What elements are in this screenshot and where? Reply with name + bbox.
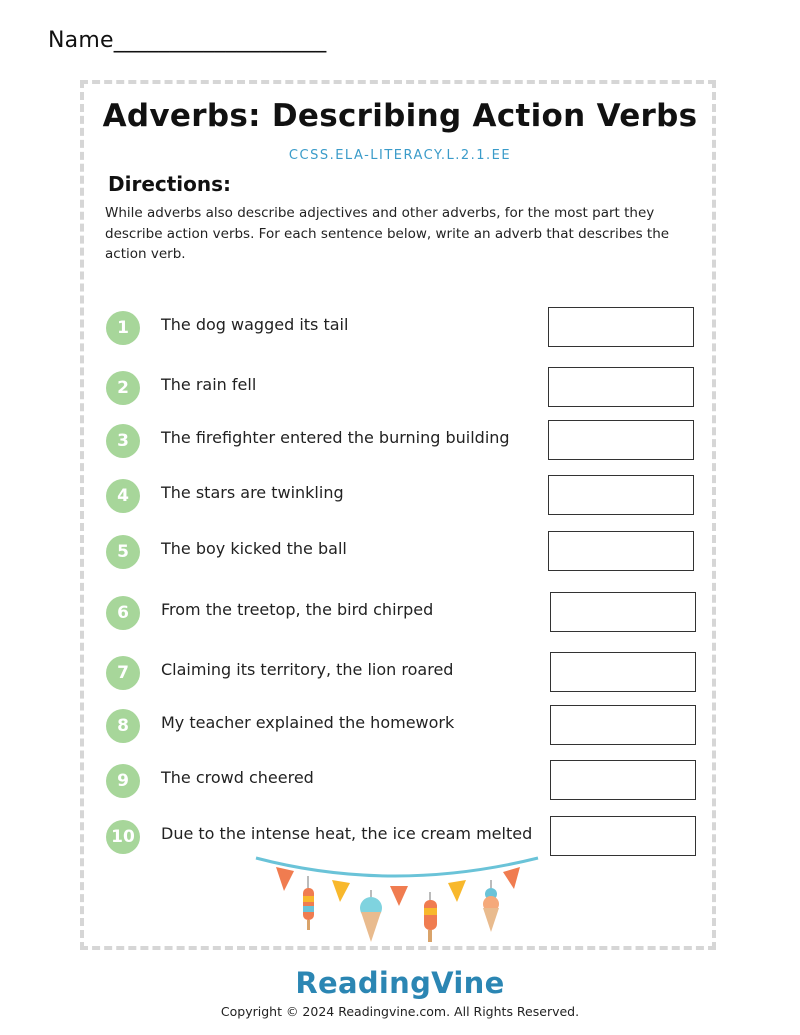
question-item (0, 420, 800, 460)
answer-box[interactable] (548, 531, 694, 571)
popsicle-icon (303, 876, 314, 930)
answer-box[interactable] (550, 592, 696, 632)
answer-box[interactable] (548, 475, 694, 515)
standard-code: CCSS.ELA-LITERACY.L.2.1.EE (288, 148, 512, 163)
bunting-string (256, 858, 538, 876)
popsicle-icon (424, 892, 437, 942)
question-item (0, 531, 800, 571)
answer-box[interactable] (548, 307, 694, 347)
question-number: 7 (106, 656, 140, 690)
question-item (0, 705, 800, 745)
question-number: 4 (106, 479, 140, 513)
question-number: 8 (106, 709, 140, 743)
question-number: 9 (106, 764, 140, 798)
question-sentence: My teacher explained the homework (161, 713, 455, 732)
question-item (0, 475, 800, 515)
question-sentence: Claiming its territory, the lion roared (161, 660, 454, 679)
question-number: 6 (106, 596, 140, 630)
answer-box[interactable] (550, 705, 696, 745)
question-sentence: Due to the intense heat, the ice cream melted (161, 824, 533, 843)
worksheet-title: Adverbs: Describing Action Verbs (102, 98, 698, 134)
directions-heading: Directions: (108, 172, 232, 196)
question-item (0, 592, 800, 632)
directions-text: While adverbs also describe adjectives and other adverbs, for the most part they describe action verbs. For each sentence below, write an adverb that describes the action verb. (105, 205, 670, 262)
answer-box[interactable] (548, 367, 694, 407)
readingvine-logo: ReadingVine (295, 966, 505, 1000)
answer-box[interactable] (548, 420, 694, 460)
question-sentence: The dog wagged its tail (161, 315, 349, 334)
question-sentence: The crowd cheered (161, 768, 314, 787)
question-number: 3 (106, 424, 140, 458)
flag-icon (276, 867, 294, 891)
ice-cream-cone-icon (483, 880, 499, 932)
question-item (0, 307, 800, 347)
question-sentence: From the treetop, the bird chirped (161, 600, 434, 619)
copyright-text: Copyright © 2024 Readingvine.com. All Rights Reserved. (220, 1004, 580, 1019)
question-sentence: The boy kicked the ball (161, 539, 347, 558)
answer-box[interactable] (550, 652, 696, 692)
flag-icon (390, 886, 408, 906)
question-sentence: The firefighter entered the burning building (161, 428, 510, 447)
name-line[interactable]: Name___________________ (48, 28, 327, 53)
question-sentence: The stars are twinkling (161, 483, 344, 502)
flag-icon (503, 867, 520, 889)
bunting-decoration (248, 850, 548, 950)
question-number: 2 (106, 371, 140, 405)
question-number: 5 (106, 535, 140, 569)
question-number: 1 (106, 311, 140, 345)
question-number: 10 (106, 820, 140, 854)
ice-cream-cone-icon (360, 890, 382, 942)
answer-box[interactable] (550, 816, 696, 856)
flag-icon (448, 880, 466, 902)
answer-box[interactable] (550, 760, 696, 800)
question-sentence: The rain fell (161, 375, 257, 394)
flag-icon (332, 880, 350, 902)
question-item (0, 760, 800, 800)
question-item (0, 367, 800, 407)
question-item (0, 652, 800, 692)
